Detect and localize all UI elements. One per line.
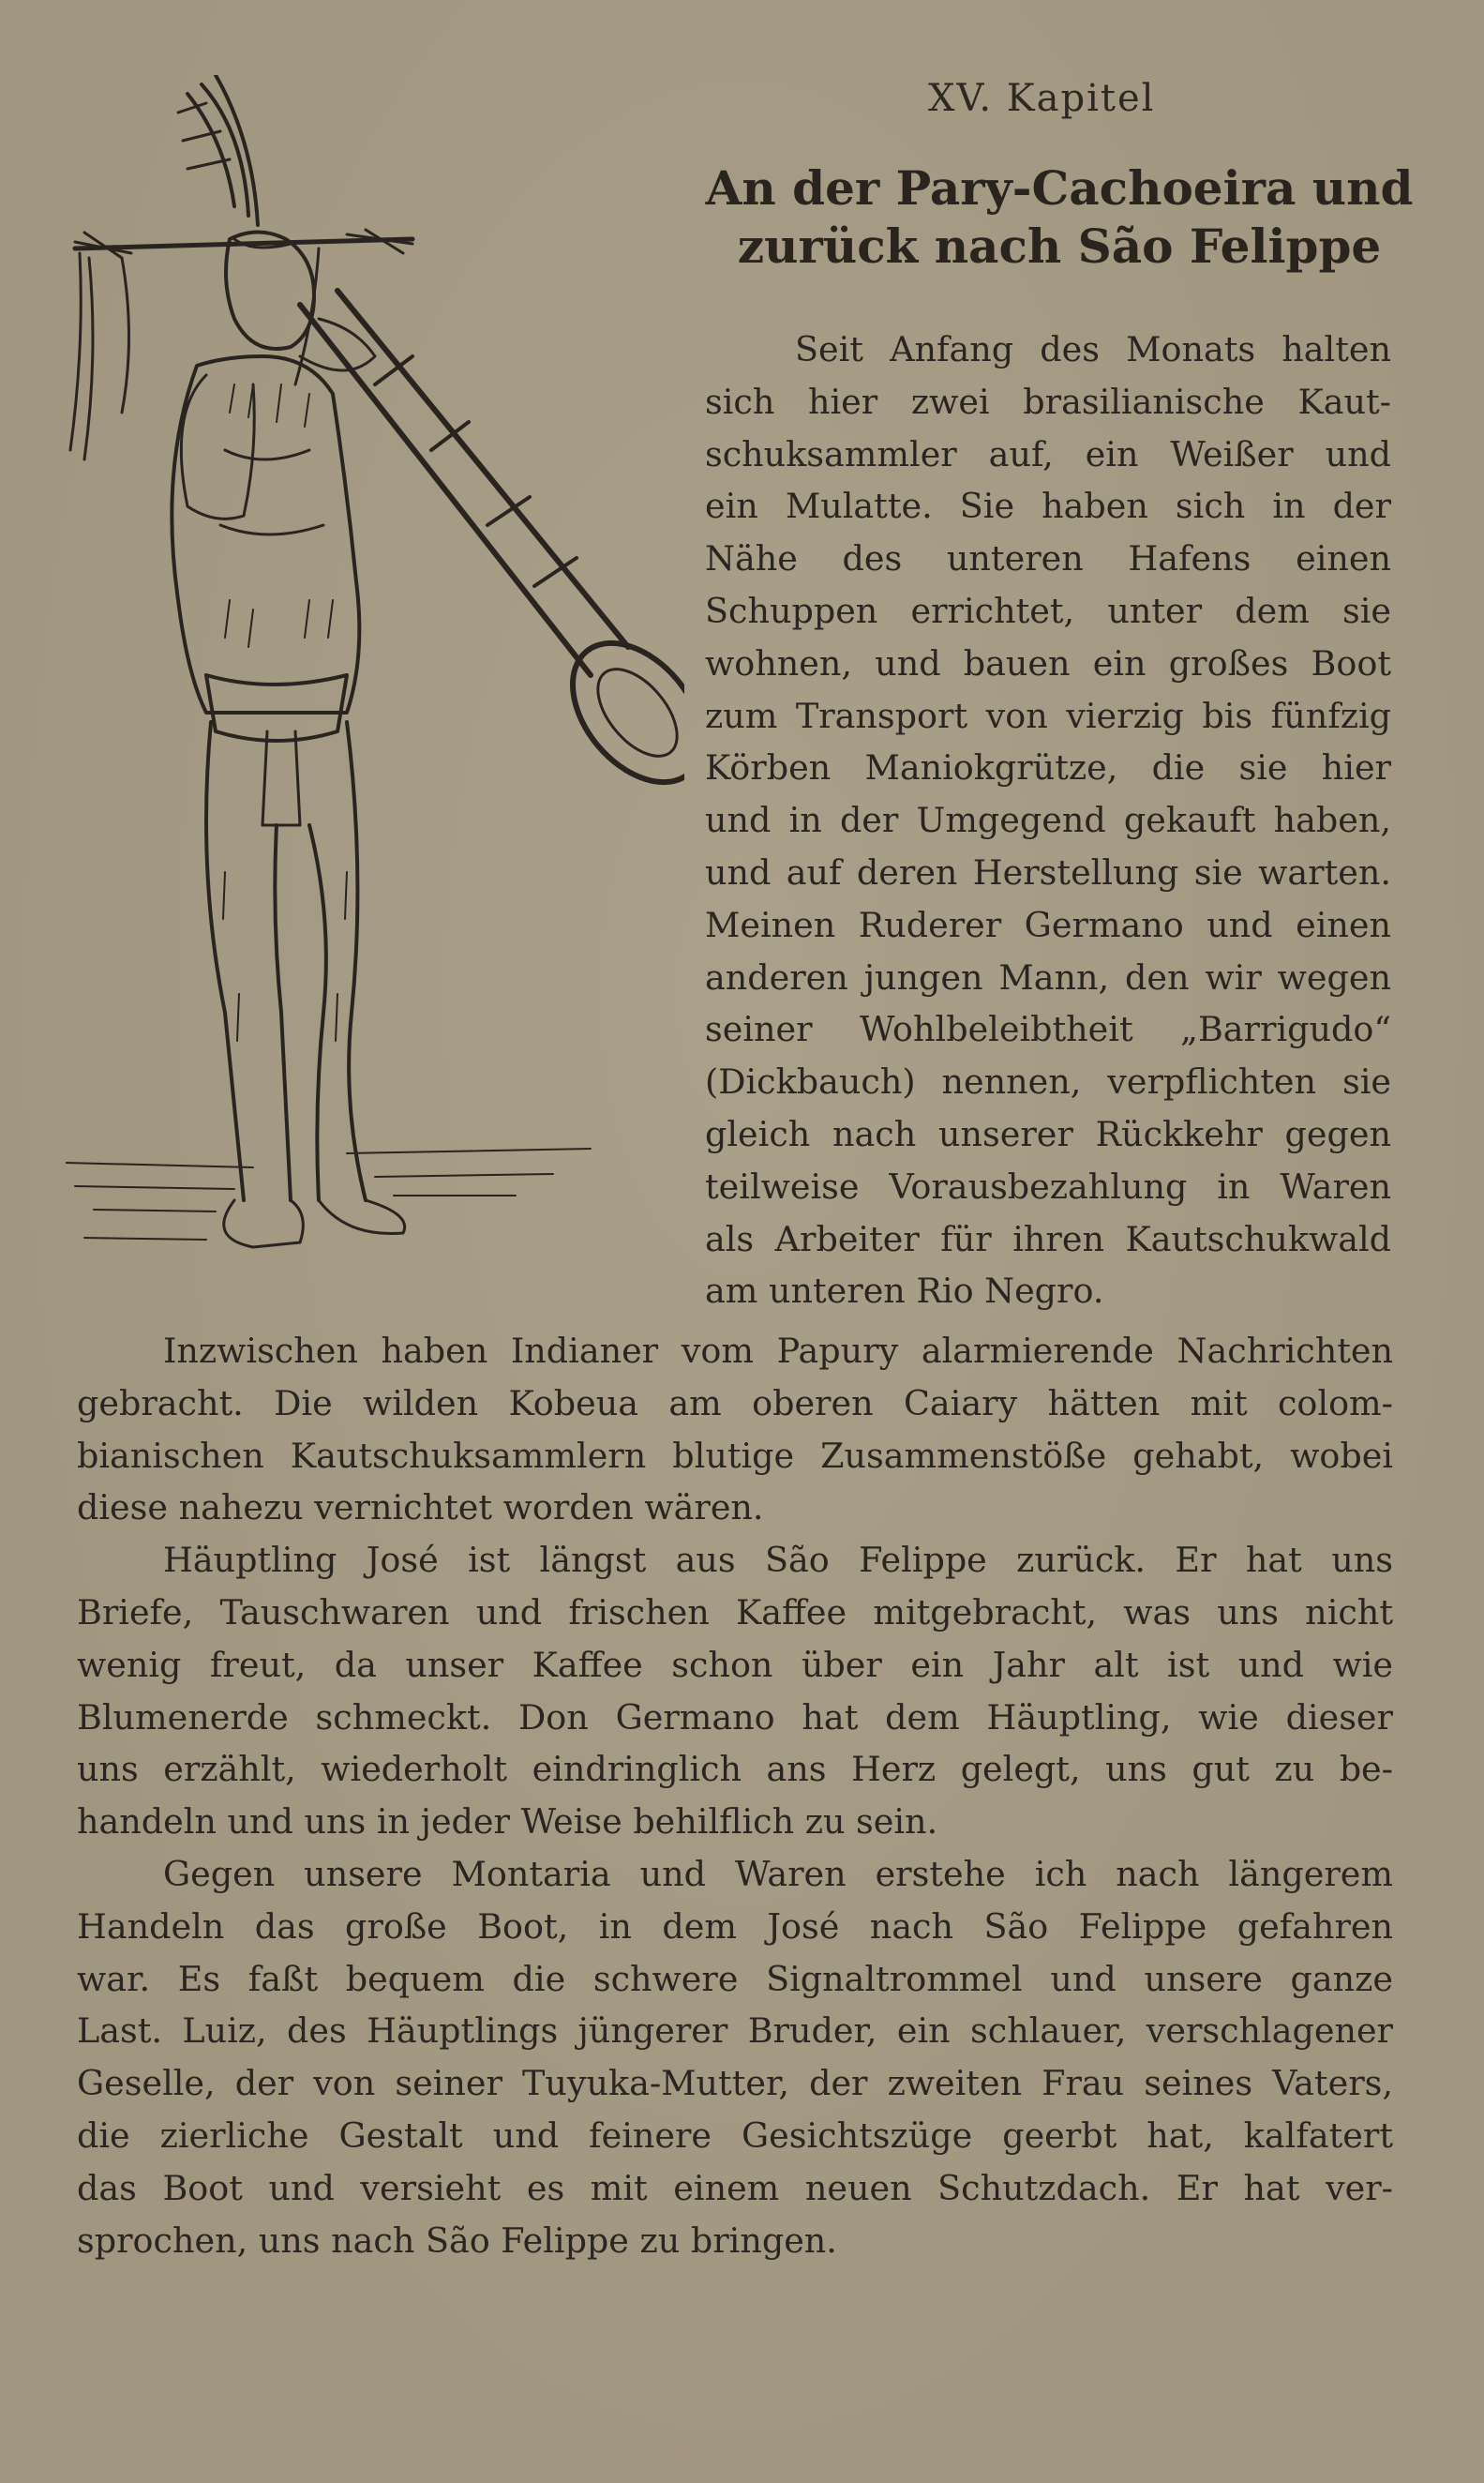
title-line-1: An der Pary-Cachoeira und [705, 160, 1414, 216]
text-line: das Boot und versieht es mit einem neuen Schutzdach. Er hat ver- [77, 2167, 1393, 2208]
text-line: Last. Luiz, des Häuptlings jüngerer Bruder, ein schlauer, verschlagener [77, 2010, 1393, 2052]
text-line: diese nahezu vernichtet worden wären. [77, 1487, 764, 1528]
text-line: handeln und uns in jeder Weise behilflich zu sein. [77, 1801, 938, 1843]
text-line: zum Transport von vierzig bis fünfzig [705, 695, 1391, 736]
text-line: Häuptling José ist längst aus São Felippe zurück. Er hat uns [163, 1540, 1393, 1581]
text-line: gebracht. Die wilden Kobeua am oberen Caiary hätten mit colom- [77, 1382, 1393, 1423]
text-line: teilweise Vorausbezahlung in Waren [705, 1166, 1391, 1207]
text-line: und in der Umgegend gekauft haben, [705, 800, 1391, 841]
side-text-column [705, 324, 1391, 1317]
trumpet-player-engraving [66, 75, 684, 1275]
text-line: Briefe, Tauschwaren und frischen Kaffee mitgebracht, was uns nicht [77, 1591, 1393, 1633]
text-line: bianischen Kautschuksammlern blutige Zusammenstöße gehabt, wobei [77, 1435, 1393, 1476]
text-line: war. Es faßt bequem die schwere Signaltrommel und unsere ganze [77, 1958, 1393, 1999]
text-line: Handeln das große Boot, in dem José nach São Felippe gefahren [77, 1905, 1393, 1947]
text-line: uns erzählt, wiederholt eindringlich ans Herz gelegt, uns gut zu be- [77, 1749, 1393, 1790]
text-line: sich hier zwei brasilianische Kaut- [705, 381, 1391, 422]
title-line-2: zurück nach São Felippe [737, 218, 1382, 274]
text-line: am unteren Rio Negro. [705, 1271, 1104, 1312]
text-line: Seit Anfang des Monats halten [795, 329, 1391, 369]
text-line: Nähe des unteren Hafens einen [705, 538, 1391, 579]
text-line: Körben Maniokgrütze, die sie hier [705, 747, 1391, 789]
text-line: Schuppen errichtet, unter dem sie [705, 590, 1391, 631]
text-line: schuksammler auf, ein Weißer und [705, 433, 1391, 474]
text-line: (Dickbauch) nennen, verpflichten sie [705, 1061, 1391, 1103]
text-line: anderen jungen Mann, den wir wegen [705, 956, 1391, 998]
text-line: wenig freut, da unser Kaffee schon über ein Jahr alt ist und wie [77, 1644, 1393, 1685]
paragraph-1 [77, 1325, 1393, 1534]
text-line: gleich nach unserer Rückkehr gegen [705, 1113, 1391, 1154]
chapter-heading: XV. Kapitel [928, 77, 1156, 120]
paragraph-3 [77, 1848, 1393, 2266]
text-line: Geselle, der von seiner Tuyuka-Mutter, der zweiten Frau seines Vaters, [77, 2063, 1393, 2104]
text-line: und auf deren Herstellung sie warten. [705, 851, 1391, 893]
text-line: die zierliche Gestalt und feinere Gesichtszüge geerbt hat, kalfatert [77, 2114, 1393, 2156]
paragraph-2 [77, 1534, 1393, 1848]
text-line: sprochen, uns nach São Felippe zu bringen. [77, 2220, 837, 2261]
text-line: Inzwischen haben Indianer vom Papury alarmierende Nachrichten [163, 1331, 1393, 1371]
text-line: wohnen, und bauen ein großes Boot [705, 642, 1391, 684]
body-text [77, 1325, 1393, 2266]
text-line: Blumenerde schmeckt. Don Germano hat dem Häuptling, wie dieser [77, 1696, 1393, 1738]
chapter-title [703, 159, 1416, 276]
text-line: seiner Wohlbeleibtheit „Barrigudo“ [705, 1009, 1391, 1050]
text-line: als Arbeiter für ihren Kautschukwald [705, 1218, 1391, 1259]
text-line: Meinen Ruderer Germano und einen [705, 904, 1391, 945]
text-line: ein Mulatte. Sie haben sich in der [705, 486, 1391, 527]
text-line: Gegen unsere Montaria und Waren erstehe ich nach längerem [163, 1853, 1393, 1894]
